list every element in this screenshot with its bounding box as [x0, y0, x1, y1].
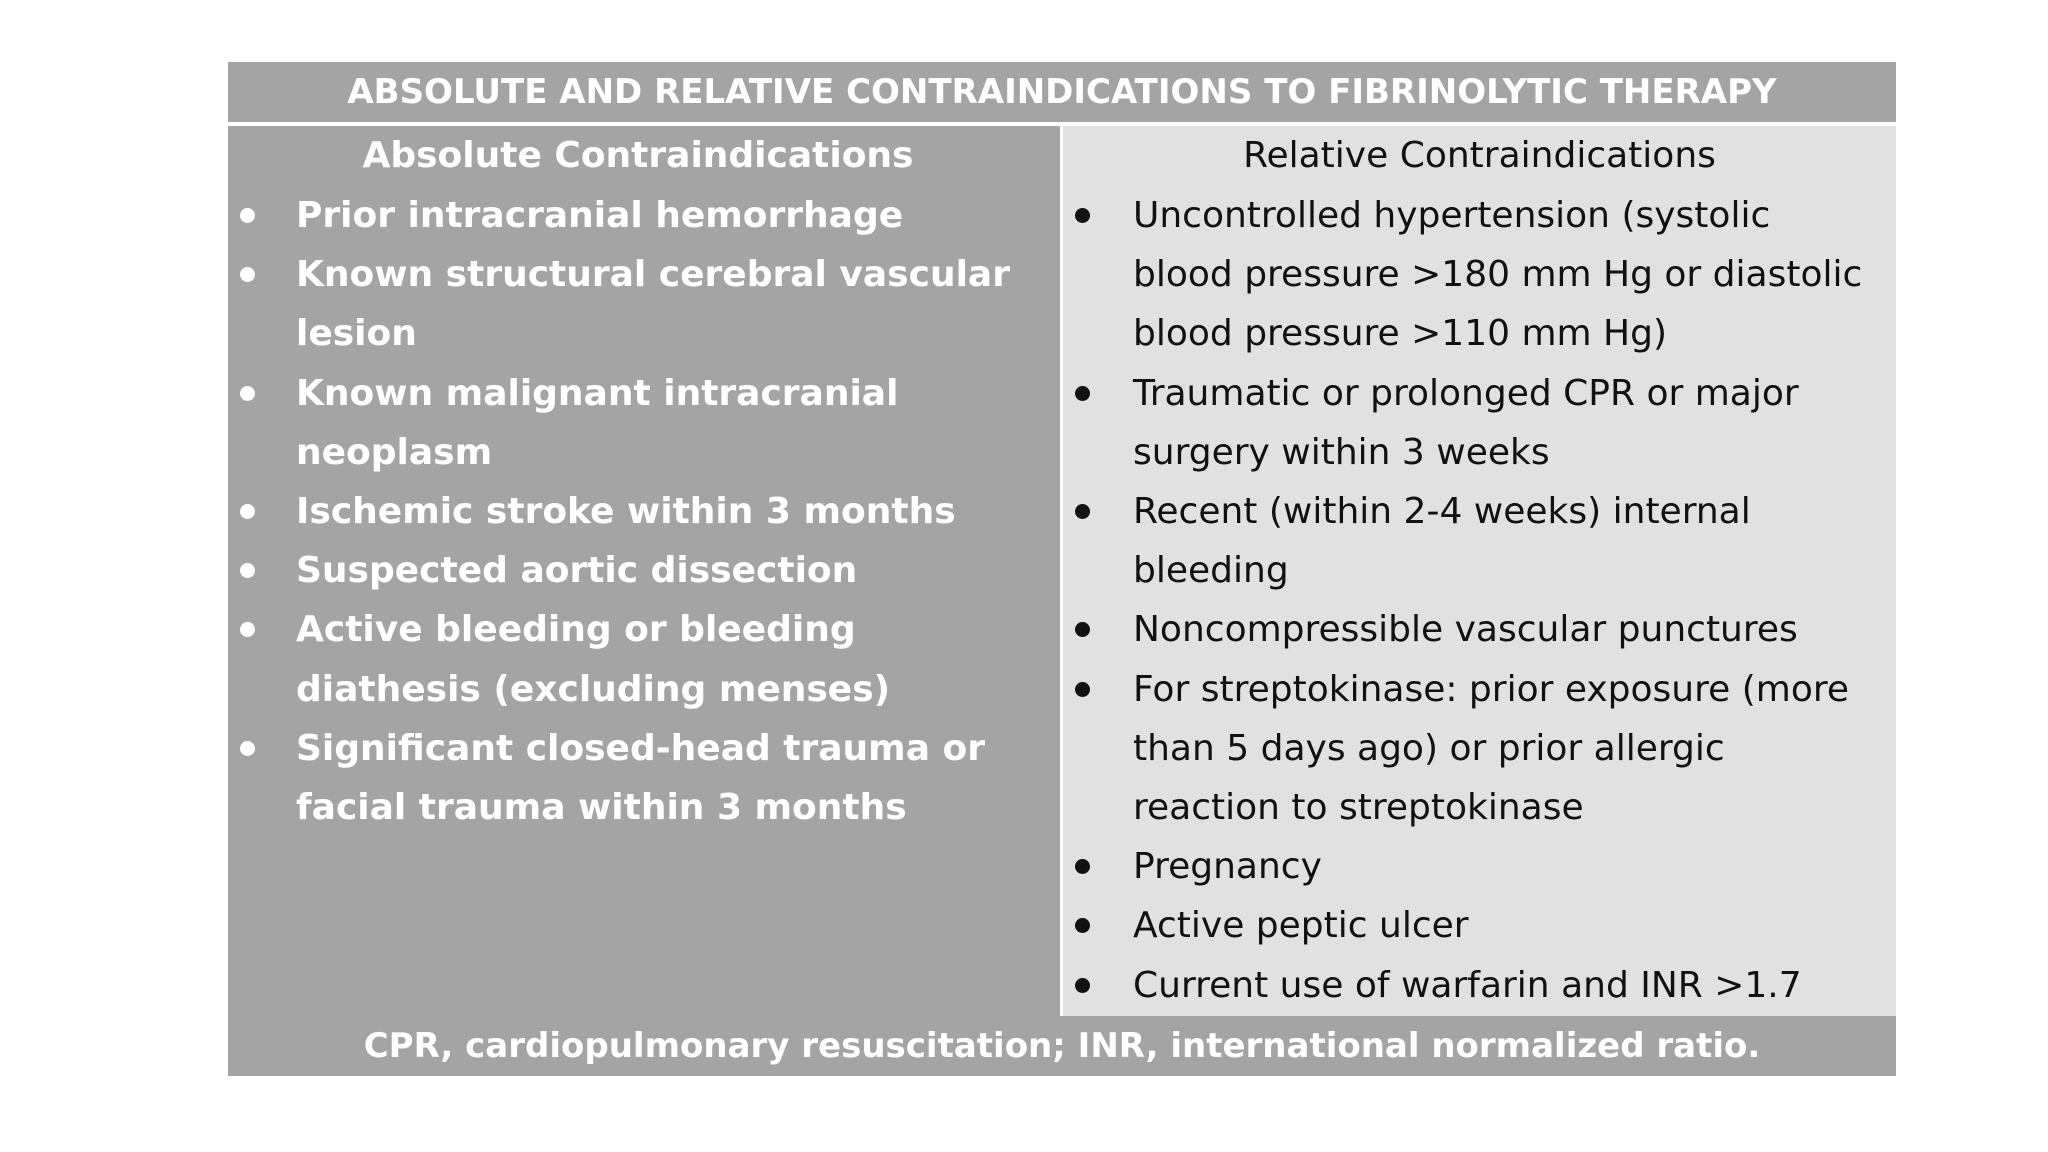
list-item-text: Suspected aortic dissection — [296, 550, 858, 592]
bullet-icon — [1075, 208, 1090, 223]
list-item-text: Current use of warfarin and INR >1.7 — [1133, 964, 1802, 1006]
bullet-icon — [1075, 978, 1090, 993]
list-item — [228, 186, 1060, 245]
list-item — [1063, 896, 1896, 955]
list-item — [1063, 956, 1896, 1015]
relative-column — [1063, 126, 1896, 1016]
list-item-text: Recent (within 2-4 weeks) internal bleeding — [1133, 491, 1751, 592]
list-item-text: Significant closed-head trauma or facial trauma within 3 months — [296, 727, 986, 829]
list-item — [1063, 837, 1896, 896]
absolute-heading: Absolute Contraindications — [362, 135, 914, 176]
list-item-text: Uncontrolled hypertension (systolic blood pressure >180 mm Hg or diastolic blood pressure >110 mm Hg) — [1133, 195, 1863, 355]
bullet-icon — [240, 741, 255, 756]
list-item-text: Noncompressible vascular punctures — [1133, 609, 1798, 651]
bullet-icon — [1075, 386, 1090, 401]
list-item-text: Traumatic or prolonged CPR or major surgery within 3 weeks — [1133, 372, 1799, 473]
bullet-icon — [1075, 859, 1090, 874]
list-item — [1063, 186, 1896, 364]
list-item — [1063, 600, 1896, 659]
bullet-icon — [240, 386, 255, 401]
list-item — [228, 719, 1060, 837]
bullet-icon — [1075, 622, 1090, 637]
table-title: ABSOLUTE AND RELATIVE CONTRAINDICATIONS TO FIBRINOLYTIC THERAPY — [228, 62, 1896, 122]
list-item-text: For streptokinase: prior exposure (more than 5 days ago) or prior allergic reaction to streptokinase — [1133, 668, 1850, 829]
list-item-text: Pregnancy — [1133, 846, 1322, 888]
list-item-text: Active bleeding or bleeding diathesis (excluding menses) — [296, 609, 891, 710]
relative-list — [1063, 186, 1896, 1015]
bullet-icon — [240, 504, 255, 519]
list-item — [1063, 660, 1896, 838]
list-item-text: Prior intracranial hemorrhage — [296, 195, 904, 236]
list-item — [228, 541, 1060, 600]
bullet-icon — [1075, 682, 1090, 697]
bullet-icon — [1075, 918, 1090, 933]
list-item — [228, 482, 1060, 541]
bullet-icon — [240, 267, 255, 282]
bullet-icon — [240, 622, 255, 637]
list-item-text: Known structural cerebral vascular lesion — [296, 254, 1010, 355]
list-item — [1063, 364, 1896, 482]
bullet-icon — [240, 208, 255, 223]
list-item — [228, 600, 1060, 718]
absolute-list — [228, 186, 1060, 837]
list-item-text: Known malignant intracranial neoplasm — [296, 372, 899, 473]
list-item — [1063, 482, 1896, 600]
list-item — [228, 364, 1060, 482]
relative-heading: Relative Contraindications — [1243, 135, 1716, 176]
bullet-icon — [1075, 504, 1090, 519]
table-footnote: CPR, cardiopulmonary resuscitation; INR, international normalized ratio. — [228, 1016, 1896, 1076]
absolute-column — [228, 126, 1060, 1016]
bullet-icon — [240, 563, 255, 578]
list-item-text: Active peptic ulcer — [1133, 905, 1469, 947]
contraindications-table — [228, 62, 1896, 1076]
list-item — [228, 245, 1060, 363]
list-item-text: Ischemic stroke within 3 months — [296, 491, 956, 533]
